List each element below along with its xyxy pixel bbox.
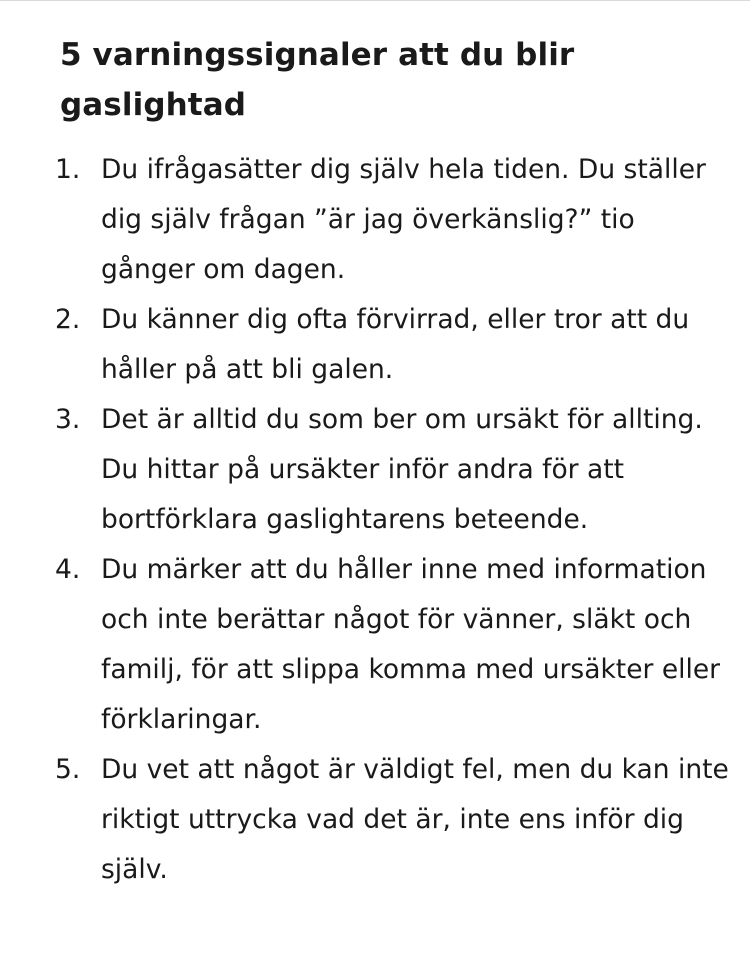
list-item-text: Du vet att något är väldigt fel, men du kan inte riktigt uttrycka vad det är, inte ens inför dig själv. <box>101 754 729 885</box>
warning-signs-list <box>0 145 750 895</box>
list-item-text: Du ifrågasätter dig själv hela tiden. Du ställer dig själv frågan ”är jag överkänslig?” tio gånger om dagen. <box>101 154 706 285</box>
list-item <box>0 745 750 895</box>
list-item-number: 3. <box>55 404 81 435</box>
list-item-number: 1. <box>55 154 81 185</box>
list-item <box>0 395 750 545</box>
list-item <box>0 295 750 395</box>
list-item-text: Det är alltid du som ber om ursäkt för allting. Du hittar på ursäkter inför andra för att bortförklara gaslightarens beteende. <box>101 404 703 535</box>
list-item-number: 2. <box>55 304 81 335</box>
list-item-number: 5. <box>55 754 81 785</box>
list-item-text: Du märker att du håller inne med information och inte berättar något för vänner, släkt och familj, för att slippa komma med ursäkter eller förklaringar. <box>101 554 721 735</box>
list-item <box>0 145 750 295</box>
list-item-number: 4. <box>55 554 81 585</box>
list-item-text: Du känner dig ofta förvirrad, eller tror att du håller på att bli galen. <box>101 304 690 385</box>
article-title: 5 varningssignaler att du blir gaslightad <box>60 37 575 123</box>
top-divider <box>0 0 750 1</box>
list-item <box>0 545 750 745</box>
